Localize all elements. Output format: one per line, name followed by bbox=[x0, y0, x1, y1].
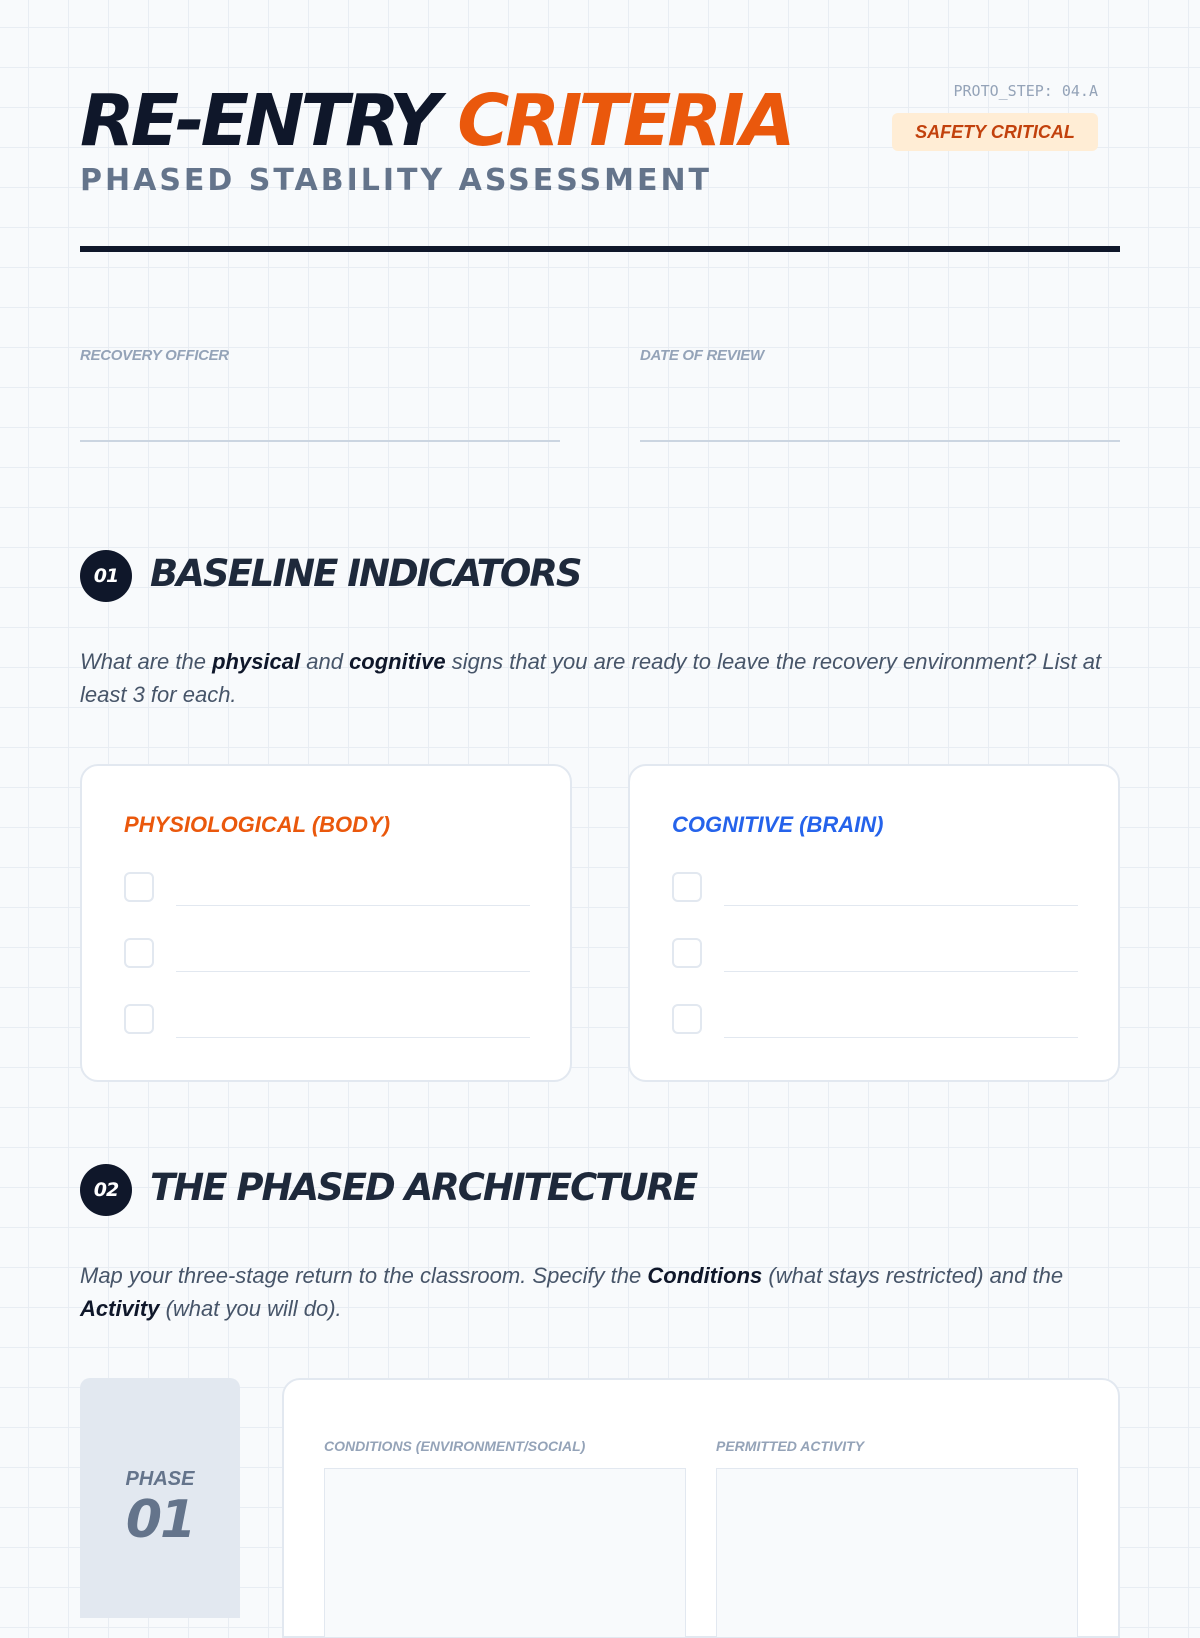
permitted-activity-label: PERMITTED ACTIVITY bbox=[716, 1438, 865, 1454]
physiological-card-title: PHYSIOLOGICAL (BODY) bbox=[124, 812, 391, 837]
checklist-entry-line[interactable] bbox=[176, 971, 530, 972]
phase-label: PHASE bbox=[125, 1468, 195, 1490]
section-1-title: BASELINE INDICATORS bbox=[150, 552, 581, 595]
page-title bbox=[80, 78, 791, 164]
date-of-review-label: DATE OF REVIEW bbox=[640, 347, 764, 364]
phase-number: 01 bbox=[125, 1490, 195, 1550]
checklist-item bbox=[124, 938, 530, 972]
checkbox[interactable] bbox=[672, 872, 702, 902]
checklist-entry-line[interactable] bbox=[176, 905, 530, 906]
phase-card bbox=[282, 1378, 1120, 1638]
page-subtitle: PHASED STABILITY ASSESSMENT bbox=[80, 163, 713, 198]
checkbox[interactable] bbox=[124, 1004, 154, 1034]
cognitive-card-title: COGNITIVE (BRAIN) bbox=[672, 812, 884, 837]
checklist-entry-line[interactable] bbox=[724, 905, 1078, 906]
checkbox[interactable] bbox=[672, 1004, 702, 1034]
section-2-title: THE PHASED ARCHITECTURE bbox=[150, 1166, 697, 1209]
title-part-2: CRITERIA bbox=[457, 79, 792, 162]
date-of-review-field[interactable] bbox=[640, 400, 1120, 440]
date-of-review-underline bbox=[640, 440, 1120, 442]
section-2-prompt: Map your three-stage return to the classroom. Specify the Conditions (what stays restricted) and the Activity (what you will do). bbox=[80, 1263, 1064, 1321]
checklist-entry-line[interactable] bbox=[724, 1037, 1078, 1038]
proto-step-code: PROTO_STEP: 04.A bbox=[953, 82, 1098, 100]
conditions-label: CONDITIONS (ENVIRONMENT/SOCIAL) bbox=[324, 1438, 586, 1454]
checklist-item bbox=[672, 872, 1078, 906]
physiological-card bbox=[80, 764, 572, 1082]
conditions-input[interactable] bbox=[324, 1468, 686, 1638]
section-2-number: 02 bbox=[80, 1164, 132, 1216]
checklist-item bbox=[124, 872, 530, 906]
recovery-officer-field[interactable] bbox=[80, 400, 560, 440]
phase-tab bbox=[80, 1378, 240, 1618]
checkbox[interactable] bbox=[124, 872, 154, 902]
checklist-item bbox=[124, 1004, 530, 1038]
section-1-prompt: What are the physical and cognitive signs that you are ready to leave the recovery environment? List at least 3 for each. bbox=[80, 649, 1102, 707]
section-1-number: 01 bbox=[80, 550, 132, 602]
checklist-item bbox=[672, 938, 1078, 972]
title-part-1: RE-ENTRY bbox=[80, 79, 437, 162]
recovery-officer-underline bbox=[80, 440, 560, 442]
header-divider bbox=[80, 246, 1120, 252]
checklist-entry-line[interactable] bbox=[724, 971, 1078, 972]
permitted-activity-input[interactable] bbox=[716, 1468, 1078, 1638]
cognitive-card bbox=[628, 764, 1120, 1082]
safety-badge: SAFETY CRITICAL bbox=[892, 113, 1098, 151]
checkbox[interactable] bbox=[124, 938, 154, 968]
checklist-entry-line[interactable] bbox=[176, 1037, 530, 1038]
checkbox[interactable] bbox=[672, 938, 702, 968]
checklist-item bbox=[672, 1004, 1078, 1038]
recovery-officer-label: RECOVERY OFFICER bbox=[80, 347, 229, 364]
